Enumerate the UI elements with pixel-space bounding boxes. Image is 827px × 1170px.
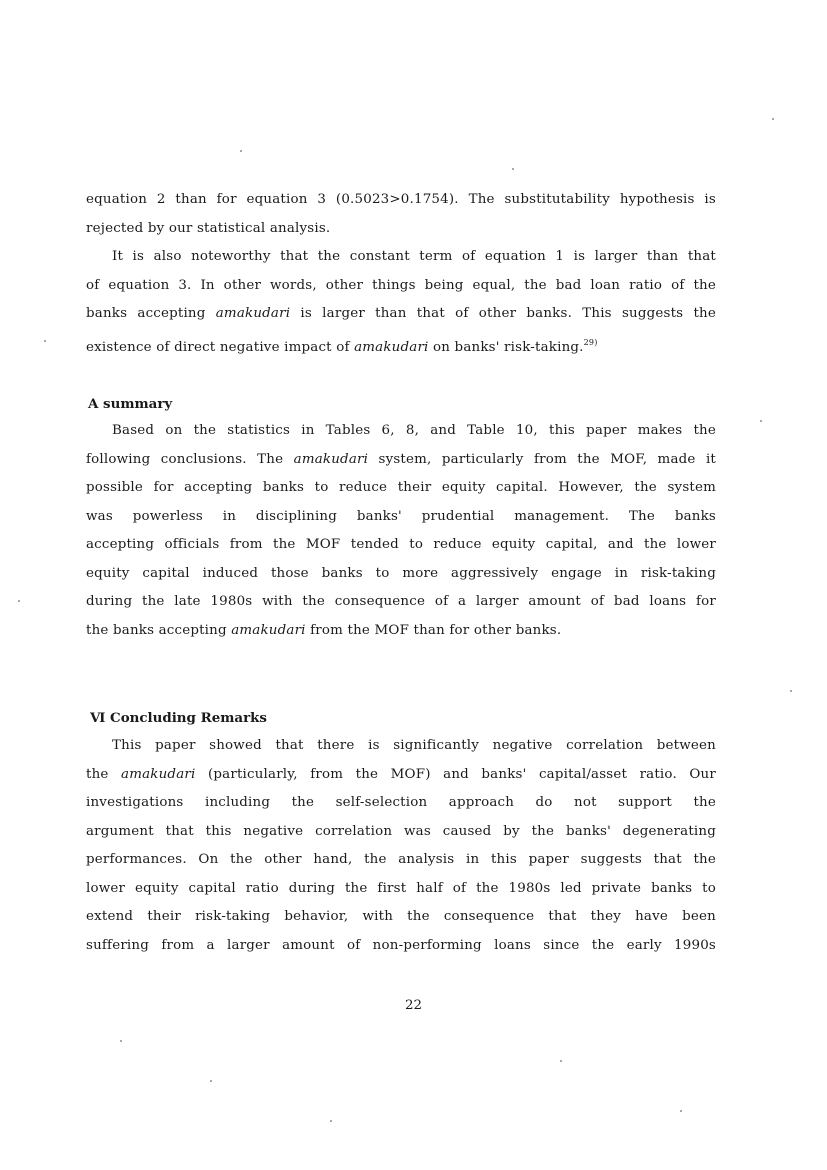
section-heading-summary: A summary xyxy=(88,396,173,412)
text-line: This paper showed that there is significantly negative correlation between xyxy=(112,738,716,753)
footnote-ref: 29) xyxy=(583,337,598,347)
paragraph-constant-term xyxy=(86,243,716,357)
paragraph-summary xyxy=(86,417,716,645)
text-line: the banks accepting amakudari from the MOF than for other banks. xyxy=(86,622,562,638)
italic-term: amakudari xyxy=(121,766,196,782)
text-line: investigations including the self-selection approach do not support the xyxy=(86,795,716,810)
italic-term: amakudari xyxy=(354,339,429,355)
paragraph-continuation xyxy=(86,186,716,243)
text-line: the amakudari (particularly, from the MOF) and banks' capital/asset ratio. Our xyxy=(86,766,716,782)
text-line: of equation 3. In other words, other things being equal, the bad loan ratio of the xyxy=(86,277,716,293)
section-heading-concluding-remarks: Ⅵ Concluding Remarks xyxy=(90,710,267,726)
text-line: existence of direct negative impact of amakudari on banks' risk-taking.$^{29)}$ xyxy=(86,337,598,355)
text-line: following conclusions. The amakudari system, particularly from the MOF, made it xyxy=(86,451,717,467)
text-line: suffering from a larger amount of non-performing loans since the early 1990s xyxy=(86,937,716,953)
text-line: during the late 1980s with the consequence of a larger amount of bad loans for xyxy=(86,594,716,609)
text-line: accepting officials from the MOF tended to reduce equity capital, and the lower xyxy=(86,537,716,552)
text-line: argument that this negative correlation was caused by the banks' degenerating xyxy=(86,823,716,839)
italic-term: amakudari xyxy=(215,306,291,321)
paragraph-concluding xyxy=(86,732,716,960)
text-line: extend their risk-taking behavior, with the consequence that they have been xyxy=(86,909,716,924)
text-line: lower equity capital ratio during the first half of the 1980s led private banks to xyxy=(86,880,716,896)
text-line: equity capital induced those banks to more aggressively engage in risk-taking xyxy=(86,565,716,581)
text-line: equation 2 than for equation 3 (0.5023>0.1754). The substitutability hypothesis is xyxy=(86,192,716,207)
italic-term: amakudari xyxy=(293,451,369,467)
page-number: 22 xyxy=(404,998,423,1013)
text-line: was powerless in disciplining banks' prudential management. The banks xyxy=(86,508,716,524)
italic-term: amakudari xyxy=(231,622,306,638)
text-line: rejected by our statistical analysis. xyxy=(86,220,331,236)
text-line: Based on the statistics in Tables 6, 8, and Table 10, this paper makes the xyxy=(112,423,716,438)
text-line: banks accepting amakudari is larger than that of other banks. This suggests the xyxy=(86,306,716,321)
text-line: It is also noteworthy that the constant term of equation 1 is larger than that xyxy=(112,249,716,264)
text-line: possible for accepting banks to reduce their equity capital. However, the system xyxy=(86,480,716,495)
text-line: performances. On the other hand, the analysis in this paper suggests that the xyxy=(86,852,716,867)
